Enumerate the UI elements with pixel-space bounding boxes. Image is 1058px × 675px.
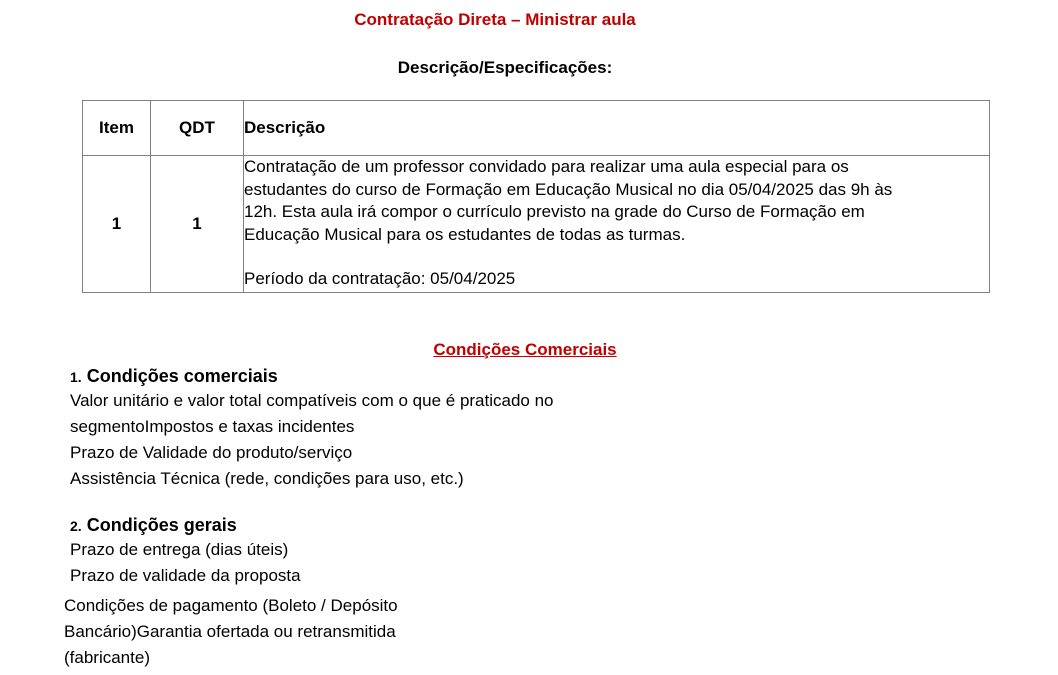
condition-line: Prazo de validade da proposta — [70, 566, 301, 585]
section-1-title: Condições comerciais — [86, 366, 278, 386]
commercial-conditions-title: Condições Comerciais — [433, 340, 617, 359]
condition-line: Condições de pagamento (Boleto / Depósito — [64, 596, 398, 615]
condition-line: Assistência Técnica (rede, condições para uso, etc.) — [70, 469, 464, 488]
table-header-row — [83, 101, 990, 156]
cell-item: 1 — [83, 156, 151, 293]
column-header-item: Item — [83, 101, 151, 156]
section-2-title: Condições gerais — [86, 515, 237, 535]
cell-description — [244, 156, 990, 293]
condition-line: Prazo de Validade do produto/serviço — [70, 443, 353, 462]
table-row — [83, 156, 990, 293]
condition-line: segmentoImpostos e taxas incidentes — [70, 417, 355, 436]
condition-line: (fabricante) — [64, 648, 150, 667]
description-line: estudantes do curso de Formação em Educação Musical no dia 05/04/2025 das 9h às — [244, 179, 893, 199]
contract-period: Período da contratação: 05/04/2025 — [244, 269, 516, 288]
description-line: 12h. Esta aula irá compor o currículo previsto na grade do Curso de Formação em — [244, 202, 865, 221]
column-header-description: Descrição — [244, 101, 990, 156]
condition-line: Bancário)Garantia ofertada ou retransmitida — [64, 622, 396, 641]
section-1-number: 1. — [70, 369, 82, 385]
condition-line: Prazo de entrega (dias úteis) — [70, 540, 289, 559]
specifications-table — [82, 100, 990, 293]
section-2-heading — [70, 515, 237, 536]
section-1-heading — [70, 366, 278, 387]
specifications-heading: Descrição/Especificações: — [397, 58, 613, 77]
document-title: Contratação Direta – Ministrar aula — [354, 10, 636, 29]
section-2-number: 2. — [70, 518, 82, 534]
cell-qdt: 1 — [151, 156, 244, 293]
condition-line: Valor unitário e valor total compatíveis com o que é praticado no — [70, 391, 554, 410]
description-line: Educação Musical para os estudantes de todas as turmas. — [244, 224, 686, 244]
description-line: Contratação de um professor convidado para realizar uma aula especial para os — [244, 157, 849, 176]
column-header-qdt: QDT — [151, 101, 244, 156]
